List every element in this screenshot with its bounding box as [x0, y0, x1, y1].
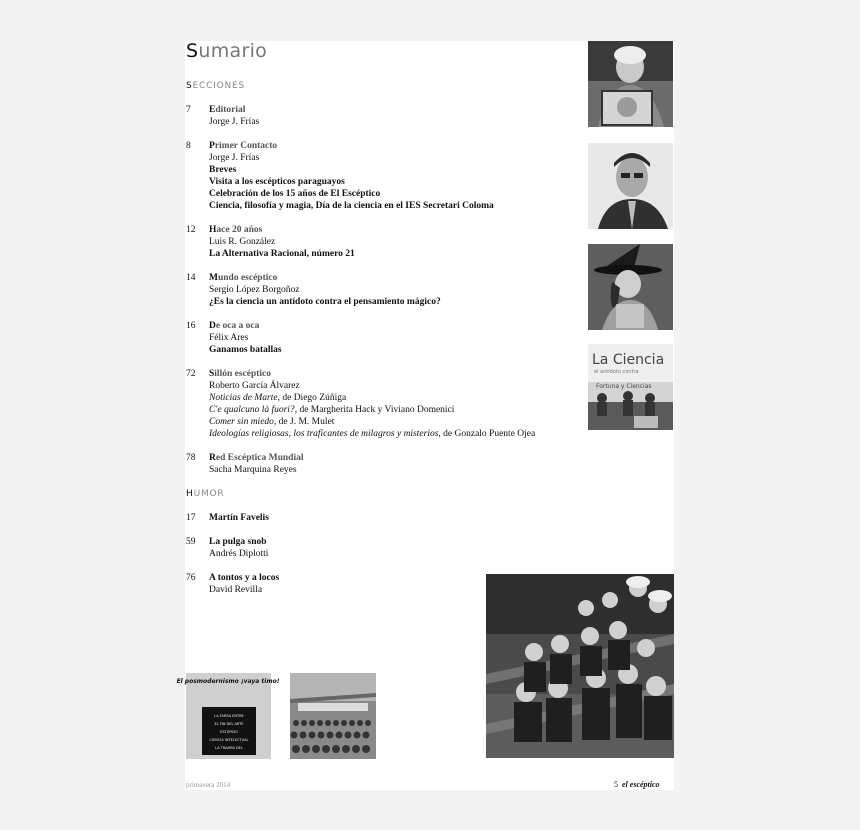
book-title-text: El posmodernismo ¡vaya timo! — [176, 678, 280, 685]
toc-entry-heading: Hace 20 años — [209, 225, 263, 235]
witch-costume-photo — [588, 244, 673, 330]
footer-issue-date: primavera 2014 — [186, 781, 231, 789]
toc-entry-heading: Mundo escéptico — [209, 273, 278, 283]
ciencia-subtitle-text-2: Fortuna y Ciencias — [596, 383, 652, 390]
magazine-brand: el escéptico — [622, 780, 660, 789]
book-cover-line: EL FIN DEL ARTE — [214, 722, 244, 726]
book-review-line: Comer sin miedo, de J. M. Mulet — [209, 417, 335, 427]
book-review-line: Ideologías religiosas, los traficantes de milagros y misterios, de Gonzalo Puente Ojea — [209, 429, 536, 439]
toc-entry-heading: Primer Contacto — [209, 141, 278, 151]
book-cover-line: CIENCIA INTELECTUAL — [209, 738, 249, 742]
footer-page-info — [614, 780, 660, 789]
book-cover-line: ESTÚPIDO — [220, 730, 238, 734]
toc-entry-heading: Editorial — [209, 105, 246, 115]
book-cover-line: LA TRAMPA DEL — [215, 746, 243, 750]
book-review-line: Noticias de Marte, de Diego Zúñiga — [209, 393, 347, 403]
ciencia-subtitle-text: el antídoto contra — [594, 369, 639, 375]
book-cover-posmodernismo — [176, 673, 280, 759]
ciencia-title-text: La Ciencia — [592, 352, 665, 368]
section-heading-humor: HUMOR — [186, 489, 225, 499]
book-cover-line: LA FARSA ENTRE — [214, 714, 244, 718]
book-review-line: C'e qualcuno là fuori?, de Margherita Hack y Viviano Domenici — [209, 405, 455, 415]
page-number: 5 — [614, 780, 618, 789]
ciencia-event-photo — [588, 344, 673, 430]
toc-entry-heading: Sillón escéptico — [209, 369, 272, 379]
courtroom-trial-photo — [486, 574, 674, 758]
section-heading-secciones: SECCIONES — [186, 81, 246, 91]
editorial-photo — [588, 41, 673, 127]
portrait-photo — [588, 143, 673, 229]
auditorium-photo — [290, 673, 376, 759]
toc-entry-heading: Red Escéptica Mundial — [209, 453, 304, 463]
page-title: Sumario — [186, 40, 268, 62]
toc-entry-heading: De oca a oca — [209, 321, 260, 331]
